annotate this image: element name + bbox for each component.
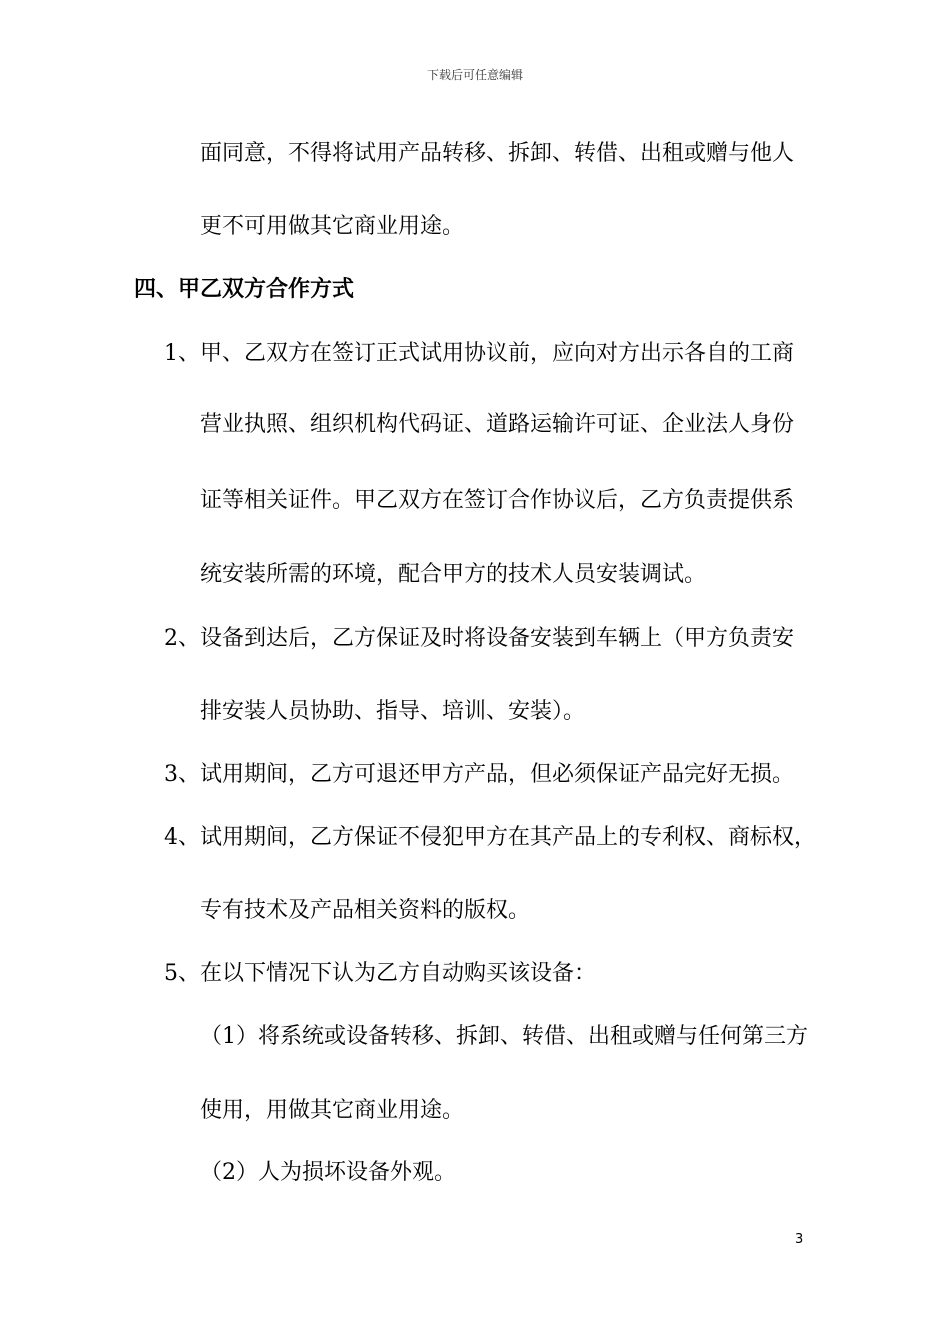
paragraph-line: 4、试用期间，乙方保证不侵犯甲方在其产品上的专利权、商标权， xyxy=(164,825,816,850)
paragraph-line: 证等相关证件。甲乙双方在签订合作协议后，乙方负责提供系 xyxy=(200,488,795,513)
paragraph-line: 2、设备到达后，乙方保证及时将设备安装到车辆上（甲方负责安 xyxy=(164,626,794,651)
paragraph-line: 统安装所需的环境，配合甲方的技术人员安装调试。 xyxy=(200,562,707,587)
page-header: 下载后可任意编辑 xyxy=(426,68,523,82)
paragraph-line: （2）人为损坏设备外观。 xyxy=(200,1160,456,1185)
paragraph-line: 专有技术及产品相关资料的版权。 xyxy=(200,898,531,923)
paragraph-line: 面同意，不得将试用产品转移、拆卸、转借、出租或赠与他人 xyxy=(200,141,795,166)
paragraph-line: （1）将系统或设备转移、拆卸、转借、出租或赠与任何第三方 xyxy=(200,1024,808,1049)
paragraph-line: 营业执照、组织机构代码证、道路运输许可证、企业法人身份 xyxy=(200,412,795,437)
paragraph-line: 3、试用期间，乙方可退还甲方产品，但必须保证产品完好无损。 xyxy=(164,762,794,787)
paragraph-line: 1、甲、乙双方在签订正式试用协议前，应向对方出示各自的工商 xyxy=(164,341,794,366)
paragraph-line: 5、在以下情况下认为乙方自动购买该设备： xyxy=(164,961,596,986)
paragraph-line: 使用，用做其它商业用途。 xyxy=(200,1098,465,1123)
paragraph-line: 排安装人员协助、指导、培训、安装）。 xyxy=(200,699,586,724)
section-heading: 四、甲乙双方合作方式 xyxy=(134,277,355,302)
paragraph-line: 更不可用做其它商业用途。 xyxy=(200,214,465,239)
page-number: 3 xyxy=(795,1232,804,1247)
